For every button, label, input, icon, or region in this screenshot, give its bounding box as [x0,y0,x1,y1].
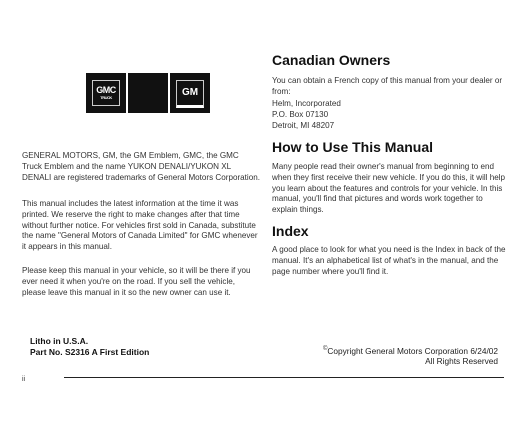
gmc-logo-text: GMC [96,85,116,95]
index-heading: Index [272,223,309,239]
rights-line: All Rights Reserved [425,356,498,367]
gm-logo-text: GM [181,87,199,98]
copyright-block [323,344,498,367]
notice-paragraph: This manual includes the latest information at the time it was printed. We reserve the right to make changes after that time without further notice. For vehicles first sold in Canada, substitute the name "General Motors of Canada Limited" for GMC whenever it appears in this manual. [22,199,258,252]
keep-manual-paragraph: Please keep this manual in your vehicle, so it will be there if you ever need it when you're on the road. If you sell the vehicle, please leave this manual in it so the new owner can use it. [22,266,251,297]
footer-rule [64,377,504,378]
how-to-use-paragraph: Many people read their owner's manual from beginning to end when they first receive their new vehicle. If you do this, it will help you learn about the features and controls for your vehicle. In this manual, you'll find that pictures and words work together to explain things. [272,162,506,215]
page-number: ii [22,376,26,383]
address-block [272,99,508,131]
address-line-2: P.O. Box 07130 [272,109,329,119]
black-square-logo [128,73,168,113]
canadian-owners-paragraph: You can obtain a French copy of this manual from your dealer or from: [272,76,503,96]
index-paragraph: A good place to look for what you need is the Index in back of the manual. It's an alphabetical list of what's in the manual, and the page number where you'll find it. [272,245,506,276]
trademark-paragraph: GENERAL MOTORS, GM, the GM Emblem, GMC, the GMC Truck Emblem and the name YUKON DENALI/YUKON XL DENALI are registered trademarks of General Motors Corporation. [22,151,260,182]
address-line-1: Helm, Incorporated [272,99,341,108]
copyright-symbol: © [322,346,328,352]
gmc-truck-emblem-logo [86,73,126,113]
litho-line: Litho in U.S.A. [30,336,89,346]
address-line-3: Detroit, MI 48207 [272,120,335,130]
logo-row [86,73,210,113]
part-number-line: Part No. S2316 A First Edition [30,347,150,357]
canadian-owners-heading: Canadian Owners [272,52,391,68]
gmc-logo-subtext: TRUCK [100,95,112,100]
litho-info [30,336,149,358]
copyright-line: ©Copyright General Motors Corporation 6/24/02 [322,345,498,356]
gm-emblem-logo [170,73,210,113]
how-to-use-heading: How to Use This Manual [272,139,434,155]
